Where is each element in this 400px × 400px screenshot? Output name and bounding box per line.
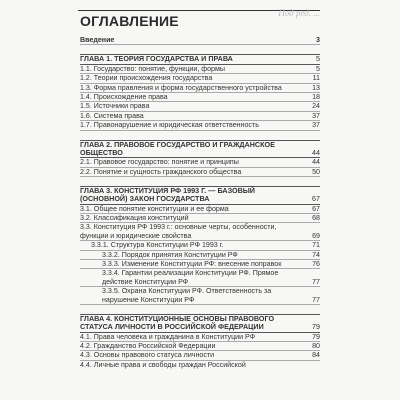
toc-entry-page: 44 [312,158,320,167]
toc-entry-text: 3.3.1. Структура Конституции РФ 1993 г. [91,241,224,250]
toc-entry-page: 74 [312,250,320,259]
toc-entry-text: 4.3. Основы правового статуса личности [80,351,215,360]
toc-entry-text: 3.3.5. Охрана Конституции РФ. Ответственность за нарушение Конституции РФ [102,287,272,304]
toc-entry-page: 5 [316,64,320,73]
toc-entry [80,351,320,360]
toc-entry-text: 3.3.3. Изменение Конституции РФ: внесение поправок [102,259,282,268]
toc-entry-page: 44 [312,147,320,157]
toc-entry-text: ГЛАВА 2. ПРАВОВОЕ ГОСУДАРСТВО И ГРАЖДАНСКОЕ ОБЩЕСТВО [80,139,275,157]
toc-entry-text: 3.3.4. Гарантии реализации Конституции РФ. Прямое действие Конституции РФ [102,269,279,286]
toc-chapter-2 [80,140,320,159]
page-title: ОГЛАВЛЕНИЕ [80,13,179,29]
toc-entry-text: 3.2. Классификация конституций [80,213,189,222]
toc-entry [80,84,320,93]
toc-entry-text: 3.3.2. Порядок принятия Конституции РФ [102,250,238,259]
toc-entry-page: 11 [312,74,320,83]
toc-entry-text: 1.4. Происхождение права [80,92,168,101]
toc-entry-text: 1.5. Источники права [80,102,150,111]
toc-entry-text: 2.1. Правовое государство: понятие и принципы [80,158,239,167]
toc-entry-page: 79 [312,332,320,341]
toc-entry-intro [80,36,320,45]
toc-entry-page: 37 [312,111,320,120]
toc-chapter-4 [80,314,320,333]
toc-entry-page: 24 [312,102,320,111]
toc-chapter-3 [80,186,320,205]
toc-entry-text: 2.2. Понятие и сущность гражданского общества [80,167,242,176]
toc-entry-text: 3.3. Конституция РФ 1993 г.: основные черты, особенности, функции и юридические свойства [80,223,277,240]
toc-entry-text: 4.4. Личные права и свободы граждан Российской [80,360,246,369]
table-of-contents [80,36,320,369]
toc-entry [80,342,320,351]
toc-entry-text: ГЛАВА 3. КОНСТИТУЦИЯ РФ 1993 Г. — БАЗОВЫЙ (ОСНОВНОЙ) ЗАКОН ГОСУДАРСТВА [80,185,255,204]
toc-entry [80,65,320,74]
toc-entry-text: 1.6. Система права [80,111,144,120]
toc-entry [80,93,320,102]
toc-entry-page: 77 [312,277,320,286]
toc-entry [80,260,320,269]
toc-entry-text: ГЛАВА 1. ТЕОРИЯ ГОСУДАРСТВА И ПРАВА [80,54,233,64]
toc-entry-page: 79 [312,322,320,332]
toc-entry-page: 3 [316,36,320,44]
toc-entry [80,205,320,214]
toc-entry-page: 5 [316,54,320,64]
toc-entry-page: 37 [312,121,320,130]
toc-entry-text: 4.2. Гражданство Российской Федерации [80,342,216,351]
toc-entry-page: 71 [312,241,320,250]
toc-entry [80,251,320,260]
toc-entry [80,74,320,83]
toc-entry-text: 1.7. Правонарушение и юридическая ответственность [80,121,259,130]
toc-entry-page: 13 [312,83,320,92]
toc-entry-page: 67 [312,204,320,213]
toc-entry [80,287,320,305]
toc-entry-text: 1.2. Теории происхождения государства [80,74,213,83]
toc-entry-text: 4.1. Права человека и гражданина в Конституции РФ [80,332,256,341]
toc-entry-text: 3.1. Общее понятие конституции и ее форма [80,204,229,213]
toc-entry [80,121,320,130]
toc-entry-page: 67 [312,194,320,204]
toc-chapter-1 [80,54,320,64]
toc-entry-text: 1.3. Форма правления и форма государственного устройства [80,83,282,92]
toc-entry-page: 69 [312,231,320,240]
toc-entry-page: 76 [312,259,320,268]
toc-entry [80,168,320,177]
toc-entry [80,361,320,369]
toc-entry-text: 1.1. Государство: понятие, функции, формы [80,64,225,73]
toc-entry [80,333,320,342]
toc-entry-page: 80 [312,342,320,351]
toc-entry [80,269,320,287]
toc-entry [80,102,320,111]
toc-entry [80,223,320,241]
running-head: Под ред. ... [278,8,320,18]
toc-entry-page: 18 [312,92,320,101]
toc-entry-text: Введение [80,36,115,44]
toc-entry [80,158,320,167]
toc-entry-page: 77 [312,295,320,304]
toc-entry-page: 50 [312,167,320,176]
toc-entry-text: ГЛАВА 4. КОНСТИТУЦИОННЫЕ ОСНОВЫ ПРАВОВОГО СТАТУСА ЛИЧНОСТИ В РОССИЙСКОЙ ФЕДЕРАЦИИ [80,314,275,332]
toc-entry [80,241,320,250]
toc-entry-page: 84 [312,351,320,360]
toc-entry [80,214,320,223]
toc-entry [80,112,320,121]
toc-entry-page: 68 [312,213,320,222]
